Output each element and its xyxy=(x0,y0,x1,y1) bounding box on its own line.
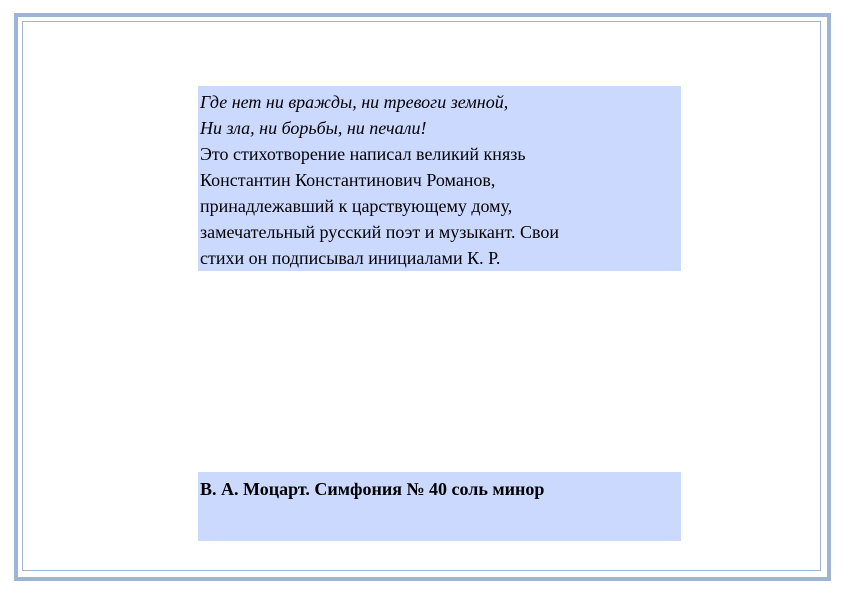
prose-line-4: замечательный русский поэт и музыкант. Свои xyxy=(200,222,560,242)
poem-line-2: Ни зла, ни борьбы, ни печали! xyxy=(200,118,427,138)
prose-line-5: стихи он подписывал инициалами К. Р. xyxy=(200,248,501,268)
prose-line-2: Константин Константинович Романов, xyxy=(200,170,496,190)
prose-line-1: Это стихотворение написал великий князь xyxy=(200,144,526,164)
poem-line-1: Где нет ни вражды, ни тревоги земной, xyxy=(200,92,509,112)
prose-line-3: принадлежавший к царствующему дому, xyxy=(200,196,513,216)
poem-text-box xyxy=(198,86,681,271)
music-text-box xyxy=(198,472,681,541)
music-title: В. А. Моцарт. Симфония № 40 соль минор xyxy=(200,479,545,499)
